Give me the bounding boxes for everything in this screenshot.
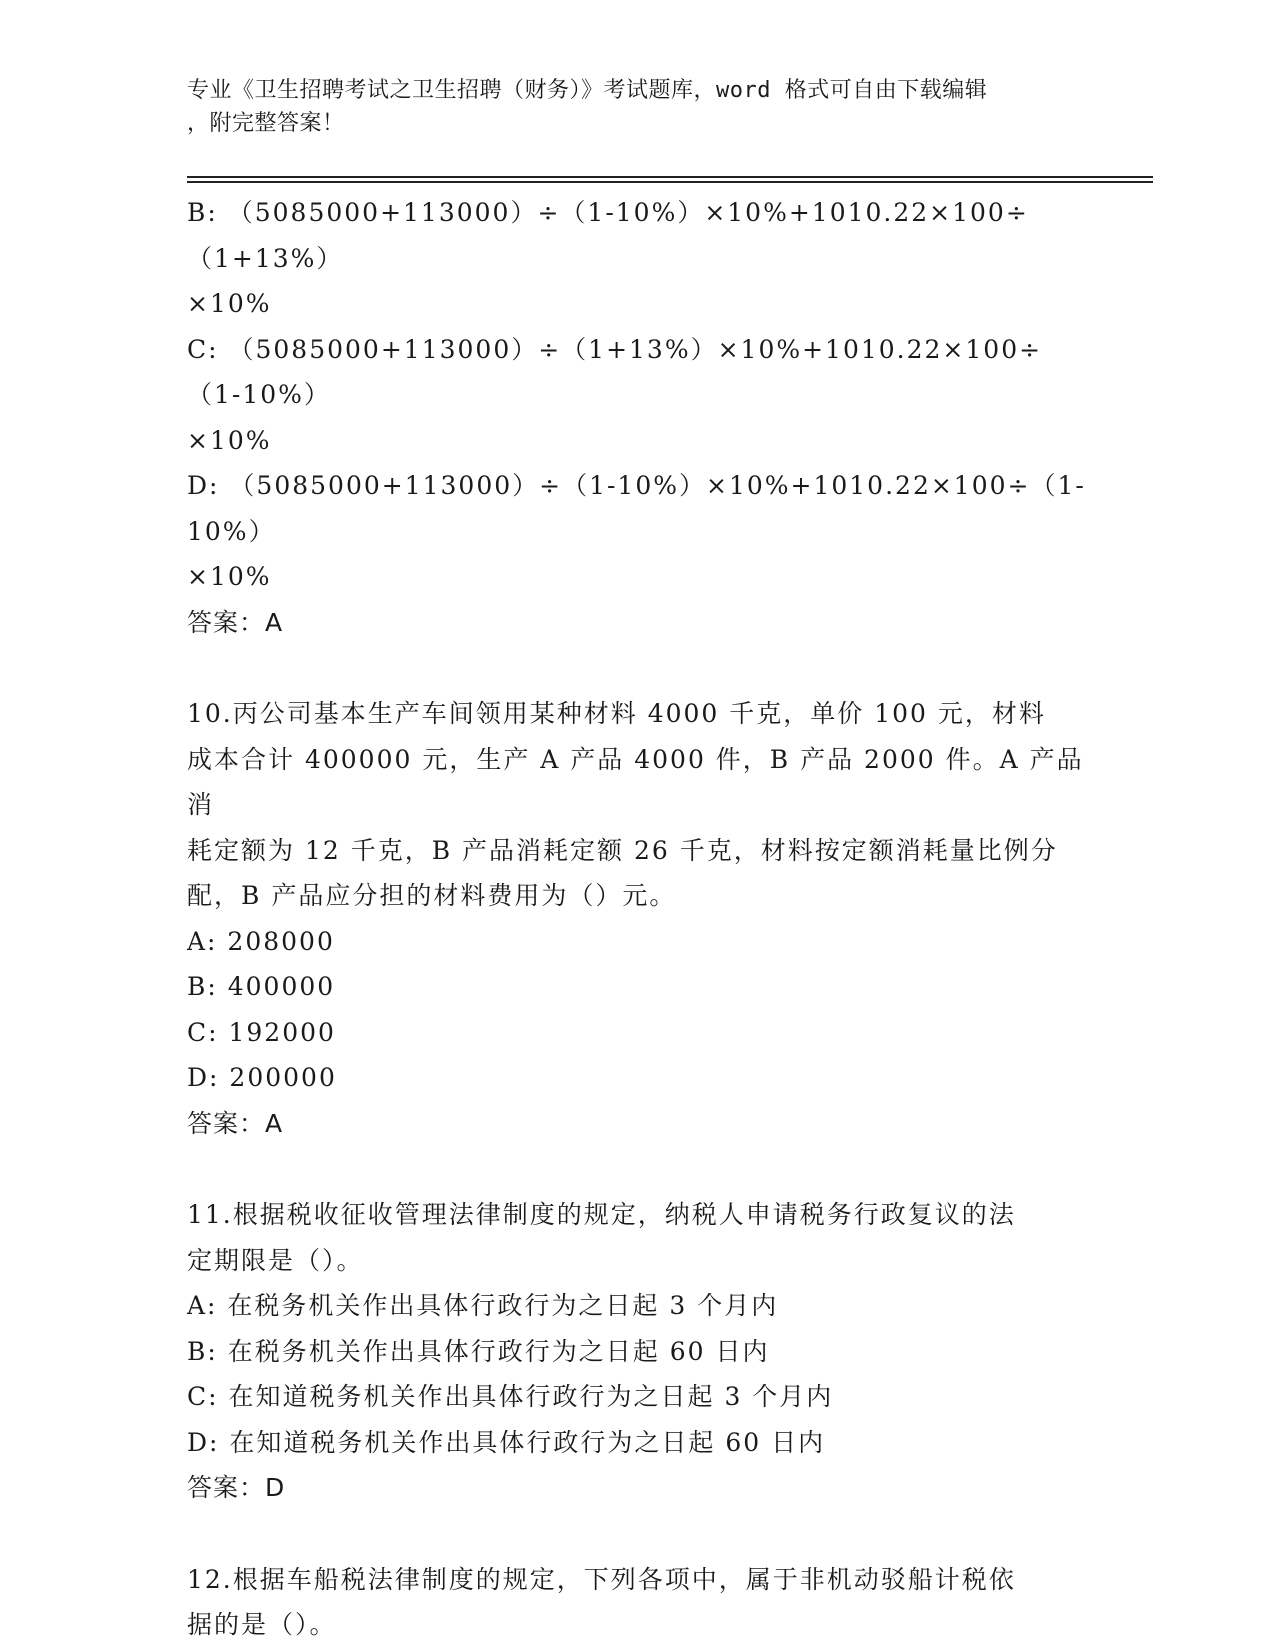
option-c-line-2: ×10% (187, 425, 272, 455)
option-d-line-2: ×10% (187, 562, 272, 591)
document-header (187, 74, 1087, 140)
question-stem-line-1: 12.根据车船税法律制度的规定，下列各项中，属于非机动驳船计税依 (187, 1564, 1016, 1594)
question-stem-line-2: 成本合计 400000 元，生产 A 产品 4000 件，B 产品 2000 件。A 产品消 (187, 744, 1084, 819)
option-b: B: 在税务机关作出具体行政行为之日起 60 日内 (187, 1336, 770, 1366)
option-c: C: 192000 (187, 1017, 336, 1047)
option-a: A: 208000 (187, 926, 335, 956)
option-a: A: 在税务机关作出具体行政行为之日起 3 个月内 (187, 1291, 779, 1320)
question-9 (187, 190, 1087, 645)
document-body (187, 190, 1087, 1648)
header-line-1: 专业《卫生招聘考试之卫生招聘（财务）》考试题库，word 格式可自由下载编辑 (187, 78, 988, 103)
question-stem-line-4: 配，B 产品应分担的材料费用为（）元。 (187, 881, 677, 910)
header-line-2: ，附完整答案！ (187, 111, 345, 136)
question-stem-line-1: 11.根据税收征收管理法律制度的规定，纳税人申请税务行政复议的法 (187, 1200, 1016, 1229)
option-d: D: 200000 (187, 1063, 337, 1092)
answer: 答案：A (187, 607, 284, 637)
option-b-line-2: ×10% (187, 289, 272, 318)
header-divider-bottom (187, 181, 1153, 183)
option-d: D: 在知道税务机关作出具体行政行为之日起 60 日内 (187, 1427, 826, 1457)
option-d-line-1: D: （5085000+113000）÷（1-10%）×10%+1010.22×100÷（1-10%） (187, 471, 1086, 546)
option-c: C: 在知道税务机关作出具体行政行为之日起 3 个月内 (187, 1382, 834, 1411)
option-b: B: 400000 (187, 972, 336, 1001)
spacer (187, 1146, 1087, 1192)
question-stem-line-2: 据的是（）。 (187, 1610, 337, 1639)
question-stem-line-1: 10.丙公司基本生产车间领用某种材料 4000 千克，单价 100 元，材料 (187, 699, 1046, 728)
option-b-line-1: B: （5085000+113000）÷（1-10%）×10%+1010.22×100÷（1+13%） (187, 198, 1029, 273)
answer: 答案：D (187, 1473, 286, 1502)
question-10 (187, 691, 1087, 1146)
answer: 答案：A (187, 1108, 284, 1138)
question-12 (187, 1557, 1087, 1648)
option-c-line-1: C: （5085000+113000）÷（1+13%）×10%+1010.22×100÷（1-10%） (187, 334, 1043, 409)
question-11 (187, 1192, 1087, 1511)
question-stem-line-2: 定期限是（）。 (187, 1245, 364, 1275)
question-stem-line-3: 耗定额为 12 千克，B 产品消耗定额 26 千克，材料按定额消耗量比例分 (187, 835, 1058, 865)
spacer (187, 1511, 1087, 1557)
header-divider-top (187, 176, 1153, 178)
spacer (187, 645, 1087, 691)
